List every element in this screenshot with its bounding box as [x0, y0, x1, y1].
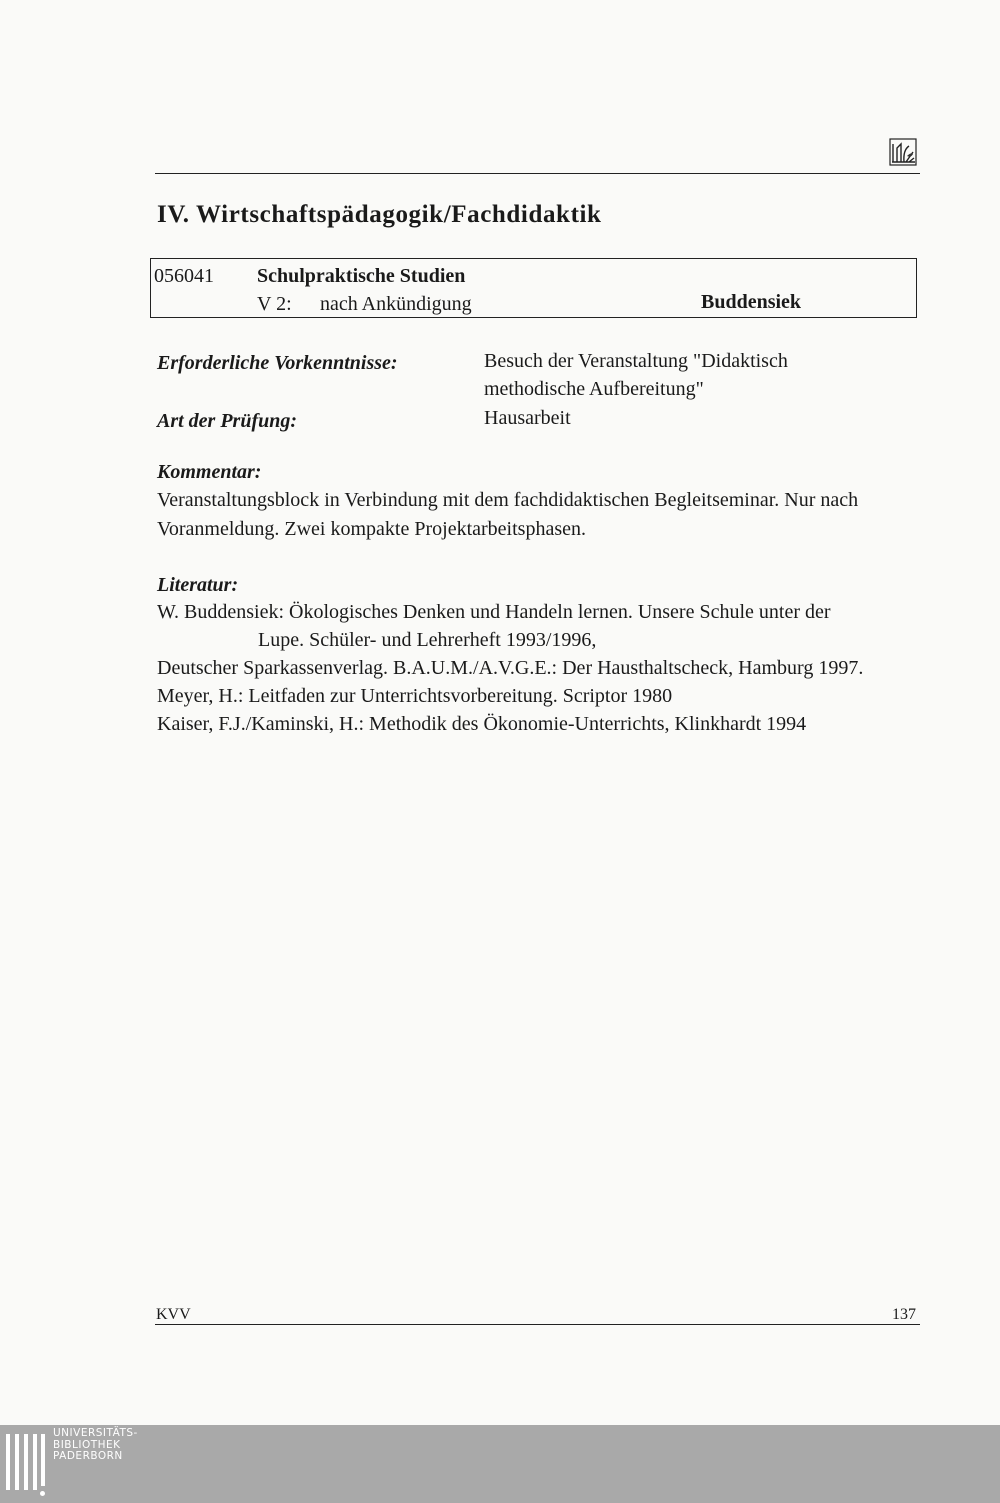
literature-line: Lupe. Schüler- und Lehrerheft 1993/1996, [258, 629, 597, 651]
footer-kvv: KVV [156, 1306, 191, 1323]
requirements-label: Erforderliche Vorkenntnisse: [157, 352, 398, 374]
course-name: Schulpraktische Studien [257, 265, 466, 287]
exam-value: Hausarbeit [484, 407, 571, 429]
course-type: V 2: [257, 293, 292, 315]
section-title: IV. Wirtschaftspädagogik/Fachdidaktik [157, 201, 602, 228]
literature-line: Kaiser, F.J./Kaminski, H.: Methodik des Ökonomie-Unterrichts, Klinkhardt 1994 [157, 713, 807, 735]
comment-line1: Veranstaltungsblock in Verbindung mit dem fachdidaktischen Begleitseminar. Nur nach [157, 489, 859, 511]
footer-rule [155, 1324, 920, 1325]
requirements-value-line1: Besuch der Veranstaltung "Didaktisch [484, 350, 788, 372]
literature-line: Deutscher Sparkassenverlag. B.A.U.M./A.V.G.E.: Der Hausthaltscheck, Hamburg 1997. [157, 657, 864, 679]
comment-heading: Kommentar: [157, 461, 262, 483]
exam-label: Art der Prüfung: [157, 410, 298, 432]
course-schedule: nach Ankündigung [320, 293, 472, 315]
literature-heading: Literatur: [157, 574, 239, 596]
course-number: 056041 [154, 265, 214, 287]
literature-line: Meyer, H.: Leitfaden zur Unterrichtsvorbereitung. Scriptor 1980 [157, 685, 673, 707]
comment-line2: Voranmeldung. Zwei kompakte Projektarbeitsphasen. [157, 518, 586, 540]
library-name-line3: PADERBORN [53, 1450, 123, 1462]
library-name-line2: BIBLIOTHEK [53, 1438, 121, 1451]
header-rule [155, 173, 920, 174]
library-name [53, 1428, 138, 1463]
footer-page-number: 137 [892, 1306, 916, 1323]
requirements-value-line2: methodische Aufbereitung" [484, 378, 704, 400]
course-lecturer: Buddensiek [701, 291, 802, 313]
literature-line: W. Buddensiek: Ökologisches Denken und Handeln lernen. Unsere Schule unter der [157, 601, 831, 623]
ornament-logo-icon [889, 138, 917, 166]
library-name-line1: UNIVERSITÄTS- [53, 1427, 138, 1439]
library-band [0, 1425, 1000, 1503]
